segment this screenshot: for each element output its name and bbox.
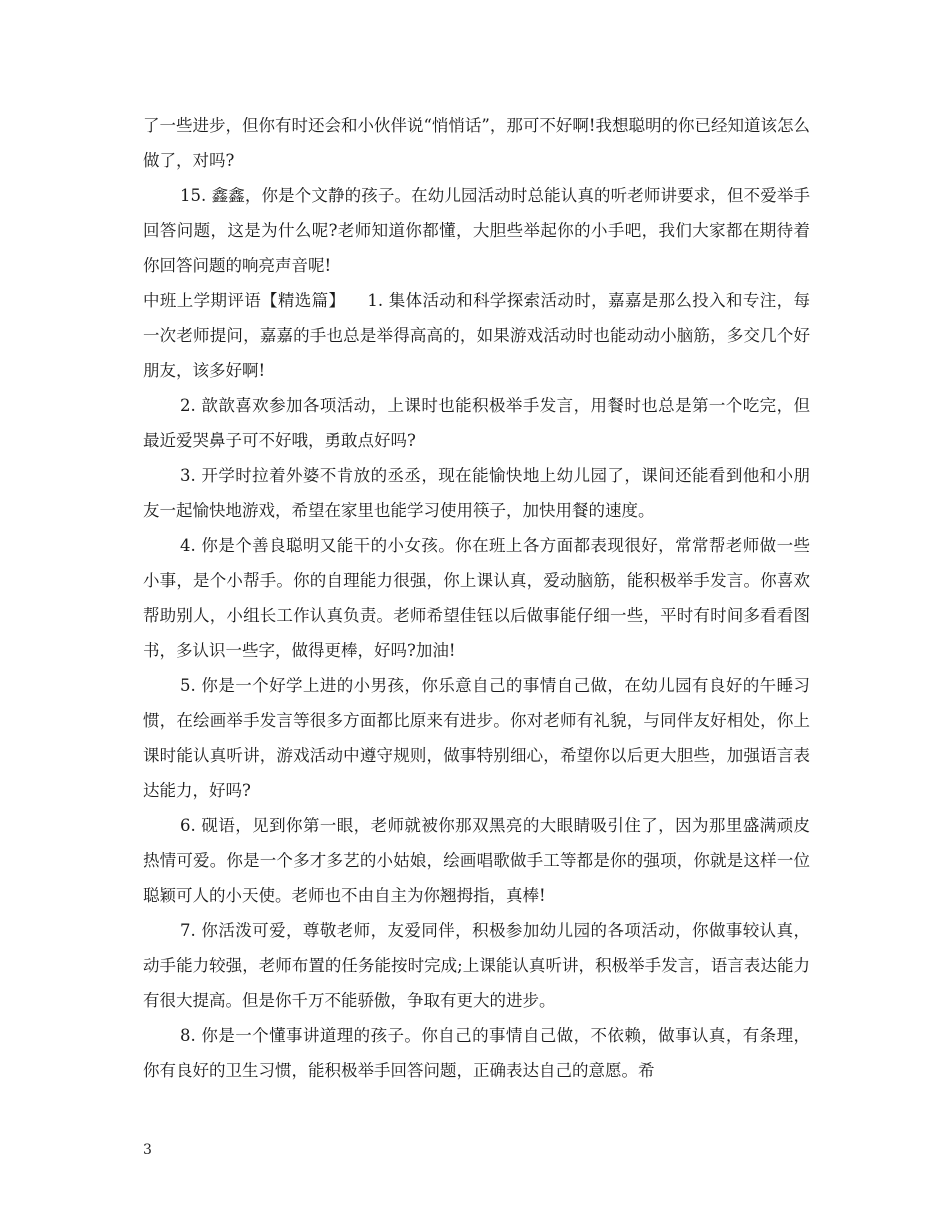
comment-item-7: 7. 你活泼可爱，尊敬老师，友爱同伴，积极参加幼儿园的各项活动，你做事较认真，动手能力较强，老师布置的任务能按时完成;上课能认真听讲，积极举手发言，语言表达能力有很大提高。但是你千万不能骄傲，争取有更大的进步。 bbox=[143, 921, 810, 1010]
comment-item-8: 8. 你是一个懂事讲道理的孩子。你自己的事情自己做，不依赖，做事认真，有条理，你有良好的卫生习惯，能积极举手回答问题，正确表达自己的意愿。希 bbox=[143, 1026, 810, 1080]
comment-item-2: 2. 歆歆喜欢参加各项活动，上课时也能积极举手发言，用餐时也总是第一个吃完，但最近爱哭鼻子可不好哦，勇敢点好吗? bbox=[143, 396, 810, 450]
continuation-paragraph: 了一些进步，但你有时还会和小伙伴说“悄悄话”，那可不好啊!我想聪明的你已经知道该怎么做了，对吗? bbox=[143, 116, 811, 170]
comment-item-3: 3. 开学时拉着外婆不肯放的丞丞，现在能愉快地上幼儿园了，课间还能看到他和小朋友一起愉快地游戏，希望在家里也能学习使用筷子，加快用餐的速度。 bbox=[143, 466, 810, 520]
comment-item-1: 1. 集体活动和科学探索活动时，嘉嘉是那么投入和专注，每一次老师提问，嘉嘉的手也总是举得高高的，如果游戏活动时也能动动小脑筋，多交几个好朋友，该多好啊! bbox=[143, 291, 810, 380]
section-heading: 中班上学期评语【精选篇】 bbox=[143, 291, 346, 310]
comment-item-5: 5. 你是一个好学上进的小男孩，你乐意自己的事情自己做，在幼儿园有良好的午睡习惯，在绘画举手发言等很多方面都比原来有进步。你对老师有礼貌，与同伴友好相处，你上课时能认真听讲，游戏活动中遵守规则，做事特别细心，希望你以后更大胆些，加强语言表达能力，好吗? bbox=[143, 676, 810, 800]
page-number: 3 bbox=[143, 1142, 152, 1158]
comment-item-6: 6. 砚语，见到你第一眼，老师就被你那双黑亮的大眼睛吸引住了，因为那里盛满顽皮热情可爱。你是一个多才多艺的小姑娘，绘画唱歌做手工等都是你的强项，你就是这样一位聪颖可人的小天使。老师也不由自主为你翘拇指，真棒! bbox=[143, 816, 810, 905]
document-body bbox=[143, 108, 810, 1088]
comment-item-4: 4. 你是个善良聪明又能干的小女孩。你在班上各方面都表现很好，常常帮老师做一些小事，是个小帮手。你的自理能力很强，你上课认真，爱动脑筋，能积极举手发言。你喜欢帮助别人，小组长工作认真负责。老师希望佳钰以后做事能仔细一些，平时有时间多看看图书，多认识一些字，做得更棒，好吗?加油! bbox=[143, 536, 810, 660]
comment-item-15: 15. 鑫鑫，你是个文静的孩子。在幼儿园活动时总能认真的听老师讲要求，但不爱举手回答问题，这是为什么呢?老师知道你都懂，大胆些举起你的小手吧，我们大家都在期待着你回答问题的响亮声音呢! bbox=[143, 186, 810, 275]
section-paragraph bbox=[143, 283, 810, 388]
